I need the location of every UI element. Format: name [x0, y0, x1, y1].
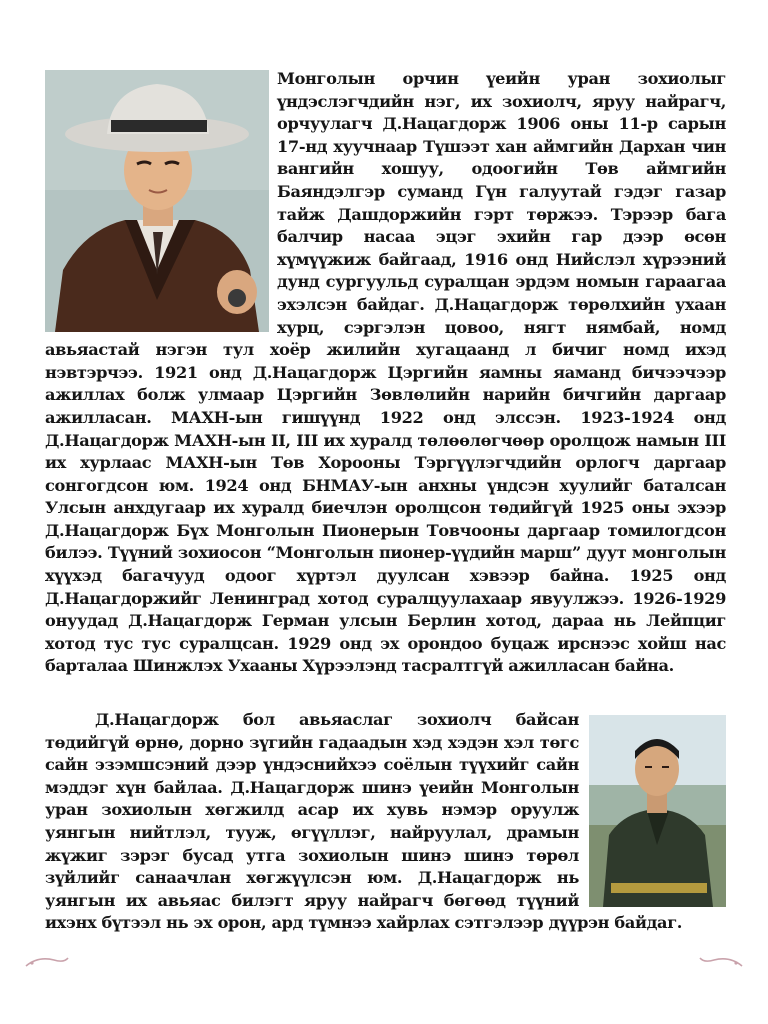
- biography-paragraph: Монголын орчин үеийн уран зохиолыг үндэслэгчдийн нэг, их зохиолч, яруу найрагч, орчуулагч Д.Нацагдорж 1906 оны 11-р сарын 17-нд хуучнаар Түшээт хан аймгийн Дархан чин вангийн хошуу, одоогийн Төв аймгийн Баяндэлгэр суманд Гүн галуутай гэдэг газар тайж Дашдоржийн гэрт төржээ. Тэрээр бага балчир насаа эцэг эхийн гар дээр өсөн хүмүүжиж байгаад, 1916 онд Нийслэл хүрээний дунд сургуульд суралцан эрдэм номын гараагаа эхэлсэн байдаг. Д.Нацагдорж төрөлхийн ухаан хурц, сэргэлэн цовоо, нягт нямбай, номд авьяастай нэгэн тул хоёр жилийн хугацаанд л бичиг номд ихэд нэвтэрчээ. 1921 онд Д.Нацагдорж Цэргийн яамны яаманд бичээчээр ажиллах болж улмаар Цэргийн Зөвлөлийн нарийн бичгийн даргаар ажилласан. МАХН-ын гишүүнд 1922 онд элссэн. 1923-1924 онд Д.Нацагдорж МАХН-ын II, III их хуралд төлөөлөгчөөр оролцож намын III их хурлаас МАХН-ын Төв Хорооны Тэргүүлэгчдийн орлогч даргаар сонгогдсон юм. 1924 онд БНМАУ-ын анхны үндсэн хуулийг баталсан Улсын анхдугаар их хуралд биечлэн оролцсон төдийгүй 1925 оны эхээр Д.Нацагдорж Бүх Монголын Пионерын Товчооны даргаар томилогдсон билээ. Түүний зохиосон “Монголын пионер-үүдийн марш” дуут монголын хүүхэд багачууд одоог хүртэл дуулсан хэвээр байна. 1925 онд Д.Нацагдоржийг Ленинград хотод суралцуулахаар явуулжээ. 1926-1929 онуудад Д.Нацагдорж Герман улсын Берлин хотод, дараа нь Лейпциг хотод тус тус суралцсан. 1929 онд эх орондоо буцаж ирснээс хойш нас барталаа Шинжлэх Ухааны Хүрээлэнд тасралтгүй ажилласан байна.: [45, 69, 726, 676]
- portrait-photo-hat: [45, 70, 269, 332]
- biography-section: [45, 68, 726, 678]
- portrait-photo-deel: [589, 715, 726, 907]
- legacy-paragraph: Д.Нацагдорж бол авьяаслаг зохиолч байсан төдийгүй өрнө, дорно зүгийн гадаадын хэд хэдэн хэл төгс сайн эзэмшсэний дээр үндэснийхээ соёлын түүхийг сайн мэддэг хүн байлаа. Д.Нацагдорж шинэ үеийн Монголын уран зохиолын хөгжилд асар их хувь нэмэр оруулж уянгын нийтлэл, тууж, өгүүллэг, найруулал, драмын жүжиг зэрэг бусад утга зохиолын шинэ шинэ төрөл зүйлийг санаачлан хөгжүүлсэн юм. Д.Нацагдорж нь уянгын их авьяас билэгт яруу найрагч бөгөөд түүний ихэнх бүтээл нь эх орон, ард түмнээ хайрлах сэтгэлээр дүүрэн байдаг.: [45, 710, 683, 933]
- portrait-deel-image: [589, 715, 726, 907]
- portrait-hat-image: [45, 70, 269, 332]
- left-corner-ornament: [24, 954, 70, 968]
- legacy-section: [45, 709, 726, 935]
- right-corner-ornament: [698, 954, 744, 968]
